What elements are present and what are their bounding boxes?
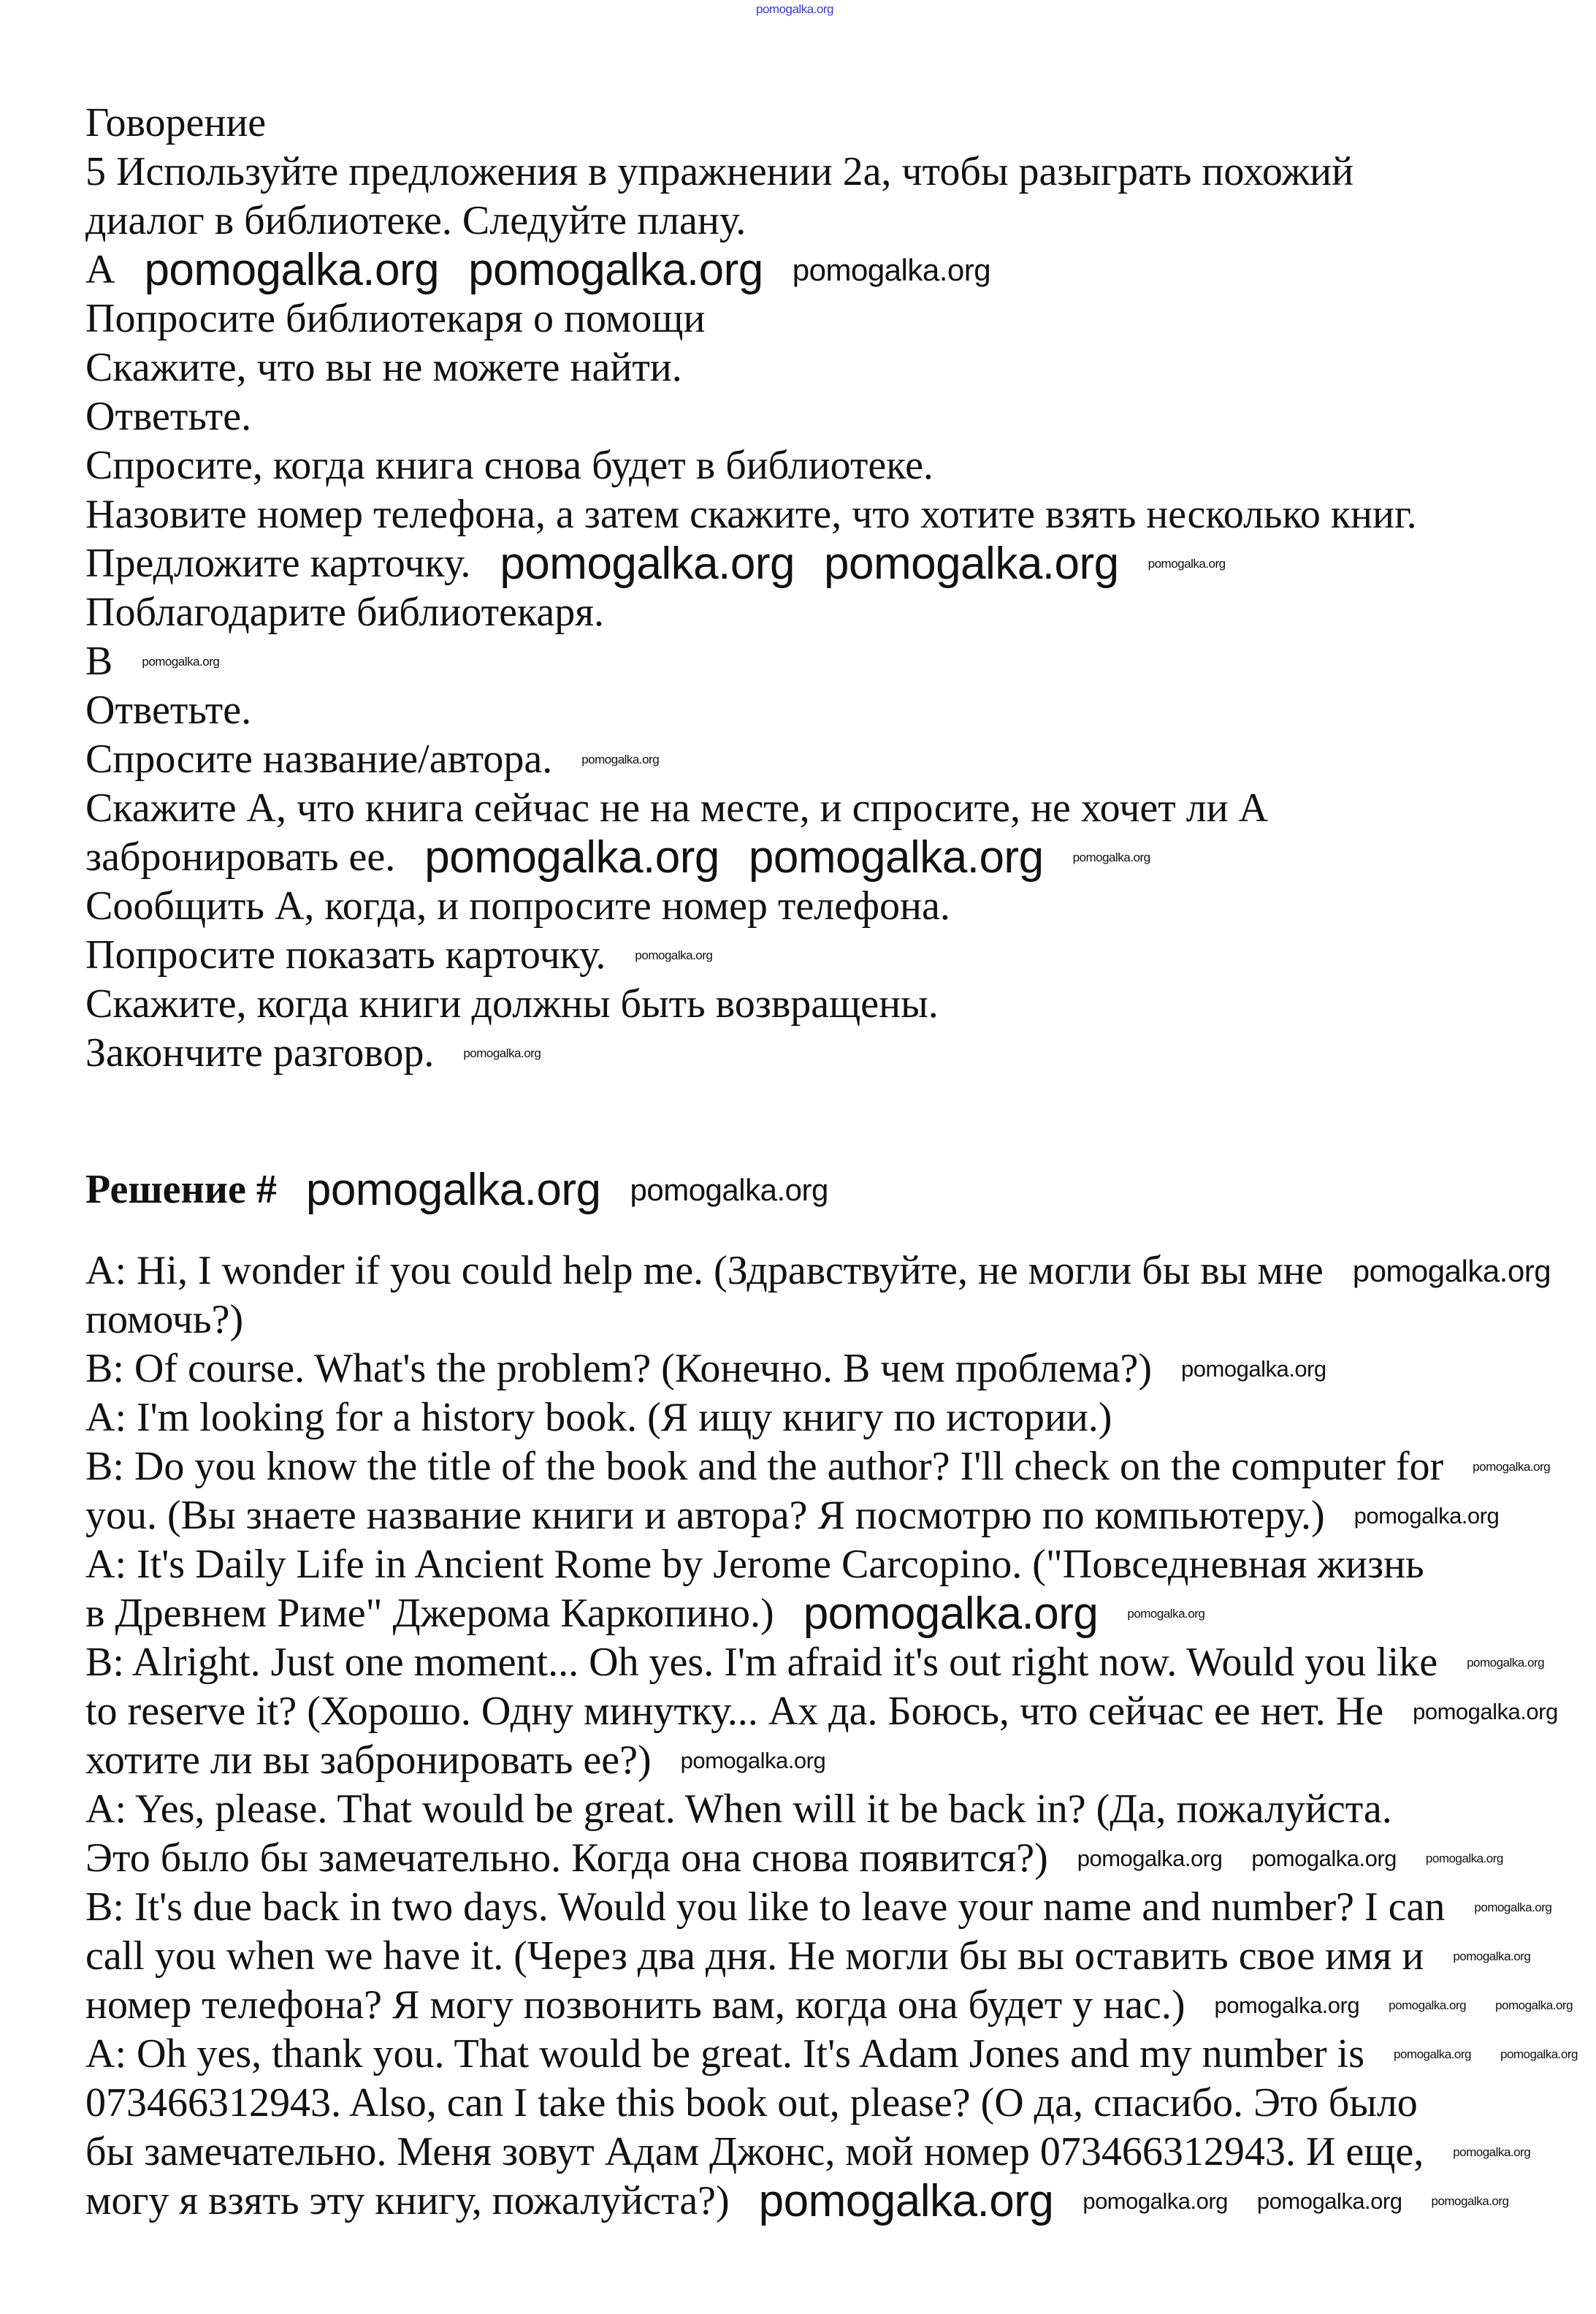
watermark: pomogalka.org [1127,1607,1205,1621]
watermark: pomogalka.org [463,1046,541,1060]
watermark: pomogalka.org [635,948,713,962]
task-line: 5 Используйте предложения в упражнении 2а, чтобы разыграть похожий [85,149,1354,194]
watermark: pomogalka.org [1256,2188,1402,2214]
dialogue-line: B: Do you know the title of the book and the author? I'll check on the computer for [85,1444,1444,1489]
watermark: pomogalka.org [748,831,1044,883]
task-line: Скажите, что вы не можете найти. [85,345,682,390]
dialogue-line: B: Of course. What's the problem? (Конечно. В чем проблема?) [85,1346,1153,1391]
solution-section [85,1247,1546,2226]
watermark: pomogalka.org [1389,1998,1467,2012]
task-line: забронировать ее. [85,834,396,880]
dialogue-line: call you when we have it. (Через два дня. Не могли бы вы оставить свое имя и [85,1933,1424,1979]
watermark: pomogalka.org [1352,1253,1551,1288]
watermark: pomogalka.org [1500,2047,1578,2061]
dialogue-line: A: Hi, I wonder if you could help me. (Здравствуйте, не могли бы вы мне [85,1248,1324,1293]
task-line: Назовите номер телефона, а затем скажите, что хотите взять несколько книг. [85,492,1417,537]
watermark: pomogalka.org [500,538,795,589]
watermark: pomogalka.org [1425,1851,1503,1865]
task-line: Спросите название/автора. [85,737,553,782]
task-line: Сообщить А, когда, и попросите номер телефона. [85,883,950,929]
task-line: Скажите, когда книги должны быть возвращены. [85,981,939,1027]
dialogue-line: A: It's Daily Life in Ancient Rome by Jerome Carcopino. ("Повседневная жизнь [85,1542,1424,1587]
task-line: Скажите А, что книга сейчас не на месте, и спросите, не хочет ли А [85,785,1269,831]
watermark: pomogalka.org [1453,1949,1531,1963]
watermark: pomogalka.org [142,655,220,669]
dialogue-line: помочь?) [85,1297,244,1342]
watermark: pomogalka.org [792,252,991,287]
watermark: pomogalka.org [823,538,1119,589]
dialogue-line: to reserve it? (Хорошо. Одну минутку... Ах да. Боюсь, что сейчас ее нет. Не [85,1689,1384,1734]
dialogue-line: номер телефона? Я могу позвонить вам, когда она будет у нас.) [85,1982,1185,2028]
task-line: Поблагодарите библиотекаря. [85,590,604,635]
watermark: pomogalka.org [1474,1900,1552,1914]
watermark: pomogalka.org [1453,2145,1531,2159]
task-line: Попросите показать карточку. [85,932,606,978]
task-line: Говорение [85,100,267,145]
dialogue-line: бы замечательно. Меня зовут Адам Джонс, мой номер 073466312943. И еще, [85,2129,1424,2174]
dialogue-line: Это было бы замечательно. Когда она снова появится?) [85,1835,1048,1881]
task-line: Закончите разговор. [85,1030,435,1076]
watermark: pomogalka.org [424,831,719,883]
task-line: Спросите, когда книга снова будет в библиотеке. [85,443,933,488]
watermark: pomogalka.org [1413,1699,1558,1724]
dialogue-line: 073466312943. Also, can I take this book out, please? (О да, спасибо. Это было [85,2080,1418,2125]
watermark: pomogalka.org [1495,1998,1573,2012]
dialogue-line: you. (Вы знаете название книги и автора? Я посмотрю по компьютеру.) [85,1493,1325,1538]
watermark: pomogalka.org [1148,557,1226,571]
task-line: Предложите карточку. [85,541,471,586]
dialogue-line: B: It's due back in two days. Would you like to leave your name and number? I can [85,1884,1446,1930]
watermark: pomogalka.org [1467,1656,1545,1670]
watermark: pomogalka.org [581,753,660,766]
watermark: pomogalka.org [680,1748,826,1773]
solution-heading: Решение # [85,1167,277,1212]
dialogue-line: B: Alright. Just one moment... Oh yes. I'm afraid it's out right now. Would you like [85,1640,1438,1685]
watermark: pomogalka.org [468,244,763,295]
dialogue-line: могу я взять эту книгу, пожалуйста?) [85,2178,730,2223]
watermark: pomogalka.org [1353,1503,1500,1529]
document-body [85,99,1546,2226]
task-line: диалог в библиотеке. Следуйте плану. [85,198,747,243]
task-line: Ответьте. [85,688,252,733]
watermark: pomogalka.org [1077,1846,1223,1871]
watermark: pomogalka.org [1251,1846,1397,1871]
watermark: pomogalka.org [144,244,440,295]
watermark: pomogalka.org [1473,1460,1551,1474]
dialogue-line: в Древнем Риме" Джерома Каркопино.) [85,1591,774,1636]
dialogue-line: A: Yes, please. That would be great. When will it be back in? (Да, пожалуйста. [85,1786,1392,1832]
watermark: pomogalka.org [1394,2047,1471,2061]
watermark: pomogalka.org [305,1164,601,1215]
dialogue-line: хотите ли вы забронировать ее?) [85,1738,652,1783]
task-line: B [85,639,113,684]
task-line: Ответьте. [85,394,252,439]
watermark: pomogalka.org [1072,850,1150,864]
watermark: pomogalka.org [1181,1356,1326,1382]
dialogue-line: A: Oh yes, thank you. That would be great. It's Adam Jones and my number is [85,2031,1365,2077]
watermark: pomogalka.org [1431,2194,1509,2208]
watermark: pomogalka.org [1214,1993,1360,2018]
watermark: pomogalka.org [803,1588,1099,1639]
task-line: Попросите библиотекаря о помощи [85,296,706,341]
dialogue-line: A: I'm looking for a history book. (Я ищу книгу по истории.) [85,1395,1112,1440]
watermark: pomogalka.org [630,1172,828,1207]
watermark: pomogalka.org [1083,2188,1228,2214]
top-watermark: pomogalka.org [756,2,833,16]
watermark: pomogalka.org [758,2175,1054,2226]
task-line: A [85,247,115,292]
